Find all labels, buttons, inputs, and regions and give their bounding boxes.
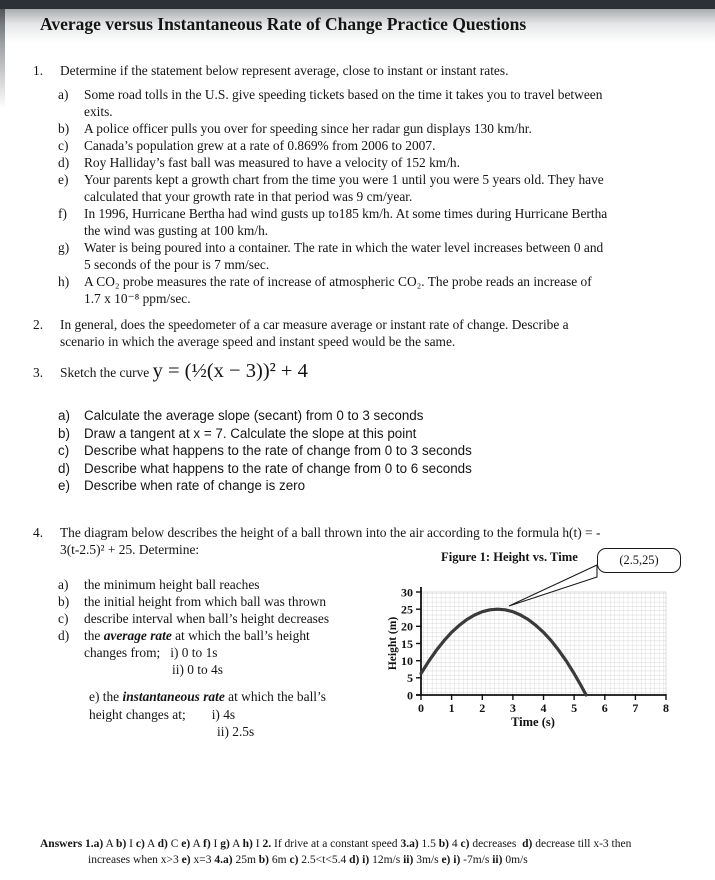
text-segment: g) <box>220 838 230 850</box>
list-item <box>58 86 698 120</box>
answers-line-2 <box>88 853 528 868</box>
text-segment: instantaneous rate <box>122 689 225 704</box>
text-segment: 2.5<t<5.4 <box>298 854 350 866</box>
figure-title: Figure 1: Height vs. Time <box>441 550 578 564</box>
text-segment: 25m <box>232 854 259 866</box>
item-label: d) <box>58 628 70 643</box>
text-segment: If drive at a constant speed <box>271 838 401 850</box>
text-line: describe interval when ball’s height decreases <box>84 611 330 626</box>
text-segment: A <box>190 838 203 850</box>
text-segment: 3m/s <box>413 854 442 866</box>
list-item <box>58 205 698 239</box>
item-label: a) <box>58 87 69 102</box>
text-line <box>84 627 398 644</box>
text-line: Some road tolls in the U.S. give speeding tickets based on the time it takes you to travel between <box>84 87 603 102</box>
text-segment: I <box>210 838 221 850</box>
question-1-header <box>33 62 693 79</box>
list-item <box>58 171 698 205</box>
text-line: the wind was gusting at 100 km/h. <box>84 223 269 238</box>
text-segment: c) <box>289 854 299 866</box>
item-label: c) <box>58 611 69 626</box>
question-2-number: 2. <box>33 317 44 332</box>
peak-annotation-callout <box>597 548 681 573</box>
text-line <box>40 837 631 852</box>
text-segment: d) <box>522 838 533 850</box>
text-segment: height changes at; <box>89 706 186 722</box>
item-text <box>84 273 698 307</box>
question-3-items <box>58 407 678 495</box>
item-text <box>84 477 678 495</box>
list-item <box>58 593 398 610</box>
question-3-header <box>33 360 693 382</box>
window-top-bar <box>0 0 715 9</box>
list-item <box>58 442 678 460</box>
text-segment: decrease till x-3 then <box>532 838 632 850</box>
list-item <box>58 120 698 137</box>
text-segment: d) <box>157 838 168 850</box>
item-text <box>84 171 698 205</box>
x-axis-label: Time (s) <box>511 715 555 729</box>
text-segment: A <box>229 838 243 850</box>
item-label: b) <box>58 594 70 609</box>
text-line: Describe what happens to the rate of change from 0 to 3 seconds <box>84 443 472 458</box>
item-text <box>84 137 698 154</box>
text-segment: i) 4s <box>211 706 236 722</box>
text-segment: 2. <box>262 838 272 850</box>
list-item <box>58 407 678 425</box>
list-item <box>58 610 398 627</box>
text-segment: ii) <box>403 854 414 866</box>
question-3-text <box>60 360 693 382</box>
text-segment: -7m/s <box>460 854 493 866</box>
text-segment: 1.5 <box>418 838 439 850</box>
text-segment: e) i) <box>441 854 461 866</box>
item-label: f) <box>58 206 67 221</box>
text-line: A police officer pulls you over for speeding since her radar gun displays 130 km/hr. <box>84 121 532 136</box>
text-segment: ii) <box>492 854 503 866</box>
text-segment: ii) 2.5s <box>217 724 255 739</box>
item-text <box>84 576 398 593</box>
text-line: Your parents kept a growth chart from the time you were 1 until you were 5 years old. They have <box>84 172 604 187</box>
text-line <box>88 853 528 868</box>
text-line: Draw a tangent at x = 7. Calculate the slope at this point <box>84 425 417 441</box>
x-tick-label: 5 <box>571 701 578 715</box>
list-item <box>58 460 678 478</box>
answers-line-1 <box>40 837 631 852</box>
item-label: a) <box>58 577 69 592</box>
item-text <box>84 610 398 627</box>
text-line: Roy Halliday’s fast ball was measured to have a velocity of 152 km/h. <box>84 155 460 170</box>
item-text <box>84 627 398 678</box>
peak-annotation-label: (2.5,25) <box>619 553 659 567</box>
text-segment: I <box>252 838 263 850</box>
list-item <box>58 137 698 154</box>
item-text <box>84 86 698 120</box>
item-label: b) <box>58 121 70 136</box>
text-line: scenario in which the average speed and instant speed would be the same. <box>60 334 456 349</box>
text-segment: 12m/s <box>369 854 404 866</box>
text-segment: increases when x>3 <box>88 854 182 866</box>
text-segment: A <box>103 838 117 850</box>
text-segment: I <box>126 838 136 850</box>
list-item <box>58 576 398 593</box>
text-segment: e) <box>181 854 191 866</box>
x-tick-label: 1 <box>448 701 455 715</box>
y-tick-label: 15 <box>401 636 413 651</box>
text-segment: e) <box>181 838 191 850</box>
text-segment: b) <box>116 838 127 850</box>
x-tick-label: 4 <box>540 701 547 715</box>
text-segment: at which the ball’s <box>224 689 326 704</box>
item-text <box>84 120 698 137</box>
question-2-text <box>60 316 693 350</box>
text-line: exits. <box>84 104 113 119</box>
text-segment: the <box>84 628 104 643</box>
list-item <box>58 239 698 273</box>
item-label: e) <box>58 478 70 493</box>
text-line: Canada’s population grew at a rate of 0.869% from 2006 to 2007. <box>84 138 436 153</box>
question-3-lead: Sketch the curve <box>60 365 153 380</box>
text-line: The diagram below describes the height of a ball thrown into the air according to the formula h(t) = - <box>60 525 601 540</box>
question-4-items <box>58 576 398 678</box>
item-text <box>84 407 678 425</box>
text-segment: decreases <box>469 838 523 850</box>
item-text <box>84 442 678 460</box>
list-item <box>58 154 698 171</box>
text-segment: ii) 0 to 4s <box>172 662 223 677</box>
x-tick-label: 6 <box>601 701 608 715</box>
text-segment: 6m <box>269 854 290 866</box>
text-segment: A <box>144 838 158 850</box>
x-tick-label: 8 <box>663 701 669 715</box>
item-label: g) <box>58 240 70 255</box>
question-4-item-e <box>89 688 419 741</box>
text-line: Water is being poured into a container. The rate in which the water level increases between 0 and <box>84 240 604 255</box>
item-label: d) <box>58 460 70 476</box>
text-segment: d) i) <box>349 854 370 866</box>
item-label: h) <box>58 274 70 289</box>
list-item <box>58 627 398 678</box>
question-3-formula: y = (½(x − 3))² + 4 <box>152 360 308 382</box>
text-segment: C <box>167 838 182 850</box>
item-text <box>84 425 678 443</box>
y-tick-label: 10 <box>401 654 413 668</box>
y-tick-label: 20 <box>401 619 413 634</box>
text-line <box>89 688 419 706</box>
text-segment: b) <box>258 854 270 866</box>
text-line: In 1996, Hurricane Bertha had wind gusts up to185 km/h. At some times during Hurricane Bertha <box>84 206 608 221</box>
text-segment: 0m/s <box>502 854 528 866</box>
text-line: calculated that your growth rate in that period was 9 cm/year. <box>84 189 413 204</box>
plot-grid <box>421 592 666 695</box>
text-line: Describe what happens to the rate of change from 0 to 6 seconds <box>84 460 472 476</box>
text-line: Calculate the average slope (secant) from 0 to 3 seconds <box>84 408 424 423</box>
text-segment: f) <box>203 838 211 850</box>
question-4-number: 4. <box>33 525 44 540</box>
text-line: the initial height from which ball was thrown <box>84 594 327 609</box>
list-item <box>58 273 698 307</box>
item-text <box>84 154 698 171</box>
text-segment: i) 0 to 1s <box>170 645 218 660</box>
y-tick-label: 30 <box>401 585 413 600</box>
text-segment: Answers 1.a) <box>40 838 104 850</box>
text-segment: x=3 <box>190 854 215 866</box>
text-segment: average rate <box>103 628 172 643</box>
page-title: Average versus Instantaneous Rate of Change Practice Questions <box>40 14 527 34</box>
y-tick-label: 0 <box>407 688 413 703</box>
list-item <box>58 477 678 495</box>
x-tick-label: 0 <box>418 701 424 715</box>
item-text <box>84 239 698 273</box>
text-line: 3(t-2.5)² + 25. Determine: <box>60 542 200 557</box>
item-label: e) <box>58 172 69 187</box>
text-line: A CO₂ probe measures the rate of increase of atmospheric CO₂. The probe reads an increase of <box>84 274 592 289</box>
figure-1 <box>383 546 715 751</box>
question-1-text: Determine if the statement below represent average, close to instant or instant rates. <box>60 63 509 78</box>
item-text <box>84 205 698 239</box>
text-line: 1.7 x 10⁻⁸ ppm/sec. <box>84 291 191 306</box>
text-segment: e) the <box>89 689 123 704</box>
item-label: b) <box>58 425 70 441</box>
height-vs-time-chart <box>383 546 715 751</box>
x-tick-label: 7 <box>632 701 639 715</box>
text-segment: 3.a) <box>400 838 419 850</box>
text-line: In general, does the speedometer of a car measure average or instant rate of change. Describe a <box>60 317 569 332</box>
text-line <box>89 723 419 741</box>
text-line <box>89 706 419 724</box>
y-tick-label: 25 <box>401 602 413 617</box>
y-axis-label: Height (m) <box>387 616 399 671</box>
question-1-number: 1. <box>33 63 44 78</box>
text-line <box>84 644 398 661</box>
item-label: d) <box>58 155 70 170</box>
text-segment: 4 <box>449 838 461 850</box>
text-segment: c) <box>460 838 470 850</box>
x-tick-label: 3 <box>509 701 516 715</box>
item-text <box>84 593 398 610</box>
question-3-number: 3. <box>33 365 44 380</box>
item-label: c) <box>58 443 70 458</box>
text-line: the minimum height ball reaches <box>84 577 260 592</box>
item-label: c) <box>58 138 69 153</box>
question-1-items <box>58 86 698 307</box>
item-text <box>84 460 678 478</box>
text-segment: at which the ball’s height <box>171 628 310 643</box>
item-label: a) <box>58 408 70 423</box>
y-tick-label: 5 <box>407 671 413 686</box>
text-segment: changes from; <box>84 645 161 660</box>
text-segment: h) <box>242 838 253 850</box>
list-item <box>58 425 678 443</box>
text-segment: 4.a) <box>214 854 233 866</box>
text-line: 5 seconds of the pour is 7 mm/sec. <box>84 257 270 272</box>
x-tick-label: 2 <box>479 701 486 715</box>
text-segment: b) <box>438 838 450 850</box>
text-line <box>84 661 398 678</box>
text-line: Describe when rate of change is zero <box>84 478 306 493</box>
text-segment: c) <box>135 838 145 850</box>
question-2-header <box>33 316 693 350</box>
page-corner-shadow <box>0 9 5 109</box>
